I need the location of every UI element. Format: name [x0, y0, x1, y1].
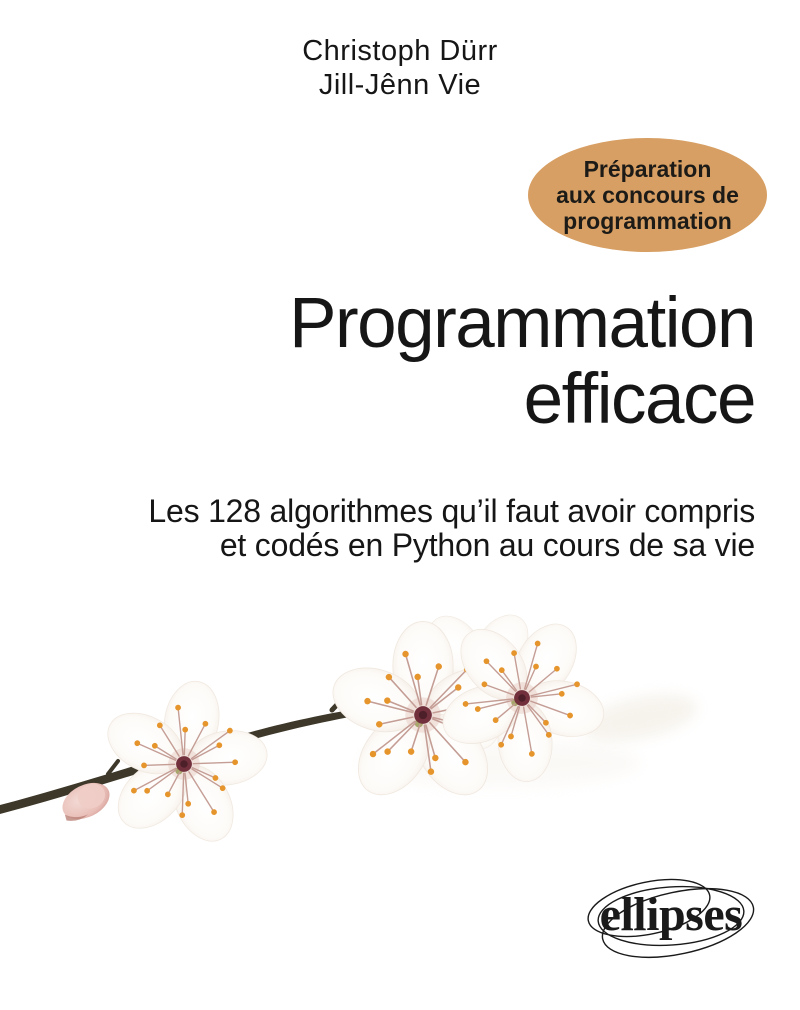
subtitle-line: Les 128 algorithmes qu’il faut avoir compris — [148, 493, 755, 529]
publisher-name: ellipses — [599, 888, 743, 941]
publisher-logo — [585, 868, 760, 968]
author-block — [0, 34, 800, 102]
blossom-photo — [0, 598, 800, 883]
badge-line: programmation — [563, 208, 732, 234]
author-name: Jill-Jênn Vie — [318, 69, 482, 101]
book-title — [289, 286, 755, 438]
book-title-line: Programmation — [289, 284, 755, 363]
book-subtitle — [148, 494, 755, 562]
badge-oval — [528, 138, 767, 252]
author-name: Christoph Dürr — [302, 35, 498, 67]
badge-line: Préparation — [583, 156, 712, 182]
badge-line: aux concours de — [556, 182, 739, 208]
subtitle-line: et codés en Python au cours de sa vie — [219, 527, 755, 563]
book-title-line: efficace — [523, 360, 755, 439]
